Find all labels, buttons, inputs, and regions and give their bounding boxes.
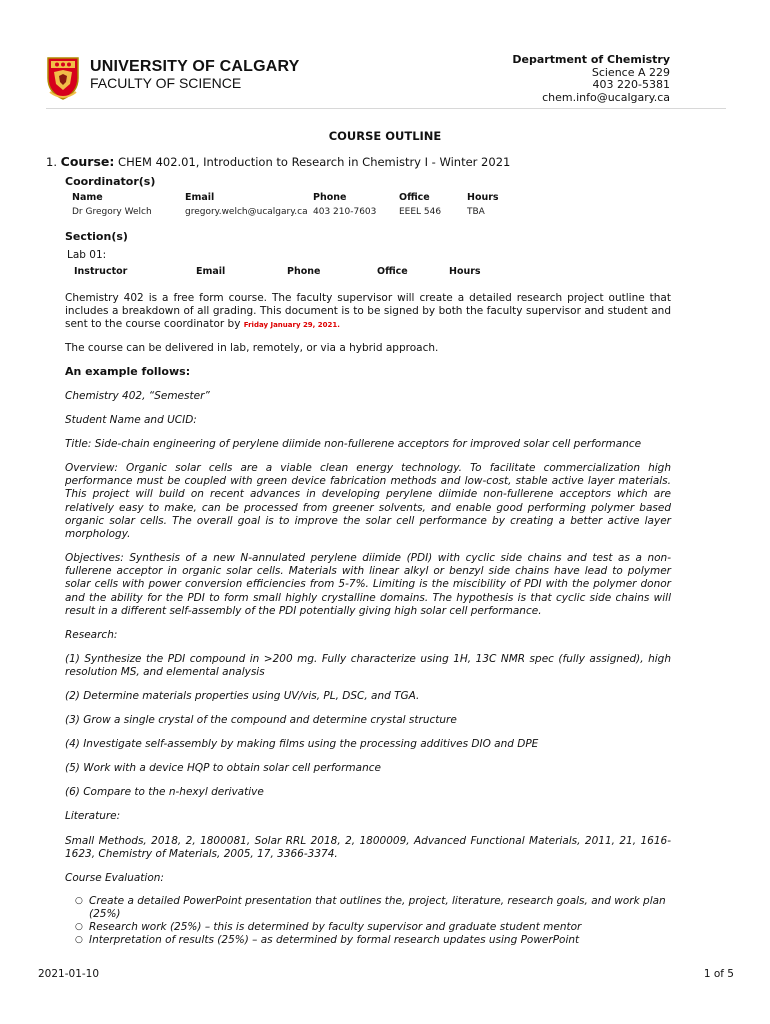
bullet-icon: ○	[75, 935, 83, 945]
list-item: ○ Research work (25%) – this is determined by faculty supervisor and graduate student mentor	[75, 921, 582, 933]
coordinators-heading: Coordinator(s)	[65, 175, 156, 188]
section-header-hours: Hours	[449, 266, 481, 277]
coord-hours: TBA	[467, 207, 485, 217]
course-label: Course:	[60, 154, 115, 169]
department-building: Science A 229	[591, 65, 670, 79]
department-email[interactable]: chem.info@ucalgary.ca	[542, 90, 670, 104]
list-item: ○ Create a detailed PowerPoint presentation that outlines the, project, literature, research goals, and work plan (25%)	[75, 895, 666, 920]
example-student: Student Name and UCID:	[65, 414, 197, 426]
evaluation-list	[65, 895, 697, 947]
footer-date: 2021-01-10	[38, 968, 100, 980]
coord-header-hours: Hours	[467, 192, 499, 203]
coord-phone: 403 210-7603	[313, 207, 377, 217]
literature-label: Literature:	[65, 810, 121, 822]
example-heading: An example follows:	[65, 365, 191, 378]
department-name: Department of Chemistry	[512, 53, 670, 66]
department-contact	[512, 54, 670, 104]
example-title: Title: Side-chain engineering of perylene diimide non-fullerene acceptors for improved solar cell performance	[65, 438, 642, 450]
faculty-name: FACULTY OF SCIENCE	[90, 75, 242, 91]
research-label: Research:	[65, 629, 118, 641]
coord-header-name: Name	[72, 192, 103, 203]
section-header-email: Email	[196, 266, 226, 277]
intro-text: Chemistry 402 is a free form course. The faculty supervisor will create a detailed research project outline that includes a breakdown of all grading. This document is to be signed by both the faculty supervisor and student and sent to the course coordinator by	[65, 292, 671, 331]
coord-header-phone: Phone	[313, 192, 347, 203]
section-header-instructor: Instructor	[74, 266, 128, 277]
research-item-2: (2) Determine materials properties using UV/vis, PL, DSC, and TGA.	[65, 690, 420, 702]
page-number: 1 of 5	[703, 968, 734, 980]
coord-email[interactable]: gregory.welch@ucalgary.ca	[185, 207, 308, 217]
research-item-4: (4) Investigate self-assembly by making films using the processing additives DIO and DPE	[65, 738, 539, 750]
sections-heading: Section(s)	[65, 230, 128, 243]
page-title: COURSE OUTLINE	[328, 129, 442, 143]
header-divider	[46, 108, 726, 109]
coord-header-email: Email	[185, 192, 215, 203]
research-item-3: (3) Grow a single crystal of the compound and determine crystal structure	[65, 714, 457, 726]
coord-office: EEEL 546	[399, 207, 442, 217]
evaluation-label: Course Evaluation:	[65, 872, 164, 884]
course-line	[46, 154, 510, 169]
course-number: 1.	[46, 155, 57, 169]
department-phone: 403 220-5381	[592, 78, 670, 91]
bullet-icon: ○	[75, 922, 83, 932]
example-semester: Chemistry 402, “Semester”	[65, 390, 210, 402]
delivery-paragraph: The course can be delivered in lab, remotely, or via a hybrid approach.	[65, 342, 439, 354]
literature-text: Small Methods, 2018, 2, 1800081, Solar RRL 2018, 2, 1800009, Advanced Functional Materials, 2011, 21, 1616-1623, Chemistry of Materials, 2005, 17, 3366-3374.	[65, 835, 671, 861]
bullet-icon: ○	[75, 896, 83, 906]
deadline-date: Friday January 29, 2021.	[243, 321, 340, 330]
example-objectives: Objectives: Synthesis of a new N-annulated perylene diimide (PDI) with cyclic side chains and test as a non-fullerene acceptor in organic solar cells. Materials with linear alkyl or benzyl side chains have lead to polymer solar cells with power conversion efficiencies from 5-7%. Limiting is the miscibility of PDI with the polymer donor and the ability for the PDI to form small highly crystalline domains. The hypothesis is that cyclic side chains will result in a different self-assembly of the PDI potentially giving high solar cell performance.	[65, 552, 671, 617]
section-lab: Lab 01:	[67, 249, 107, 261]
section-header-phone: Phone	[287, 266, 321, 277]
intro-paragraph	[65, 292, 671, 333]
research-item-1: (1) Synthesize the PDI compound in >200 mg. Fully characterize using 1H, 13C NMR spec (fully assigned), high resolution MS, and elemental analysis	[65, 653, 671, 679]
university-crest-logo	[46, 54, 80, 100]
coord-header-office: Office	[399, 192, 430, 203]
coord-name: Dr Gregory Welch	[72, 207, 152, 217]
course-value: CHEM 402.01, Introduction to Research in Chemistry I - Winter 2021	[118, 155, 511, 169]
research-item-6: (6) Compare to the n-hexyl derivative	[65, 786, 264, 798]
list-item: ○ Interpretation of results (25%) – as determined by formal research updates using PowerPoint	[75, 934, 580, 946]
section-header-office: Office	[377, 266, 408, 277]
research-item-5: (5) Work with a device HQP to obtain solar cell performance	[65, 762, 381, 774]
example-overview: Overview: Organic solar cells are a viable clean energy technology. To facilitate commercialization high performance must be coupled with green device fabrication methods and low-cost, stable active layer materials. This project will build on recent advances in developing perylene diimide non-fullerene acceptors which are relatively easy to make, can be processed from greener solvents, and enable good performing polymer based organic solar cells. The overall goal is to improve the solar cell performance by creating a better active layer morphology.	[65, 462, 671, 541]
university-name: UNIVERSITY OF CALGARY	[90, 58, 300, 75]
